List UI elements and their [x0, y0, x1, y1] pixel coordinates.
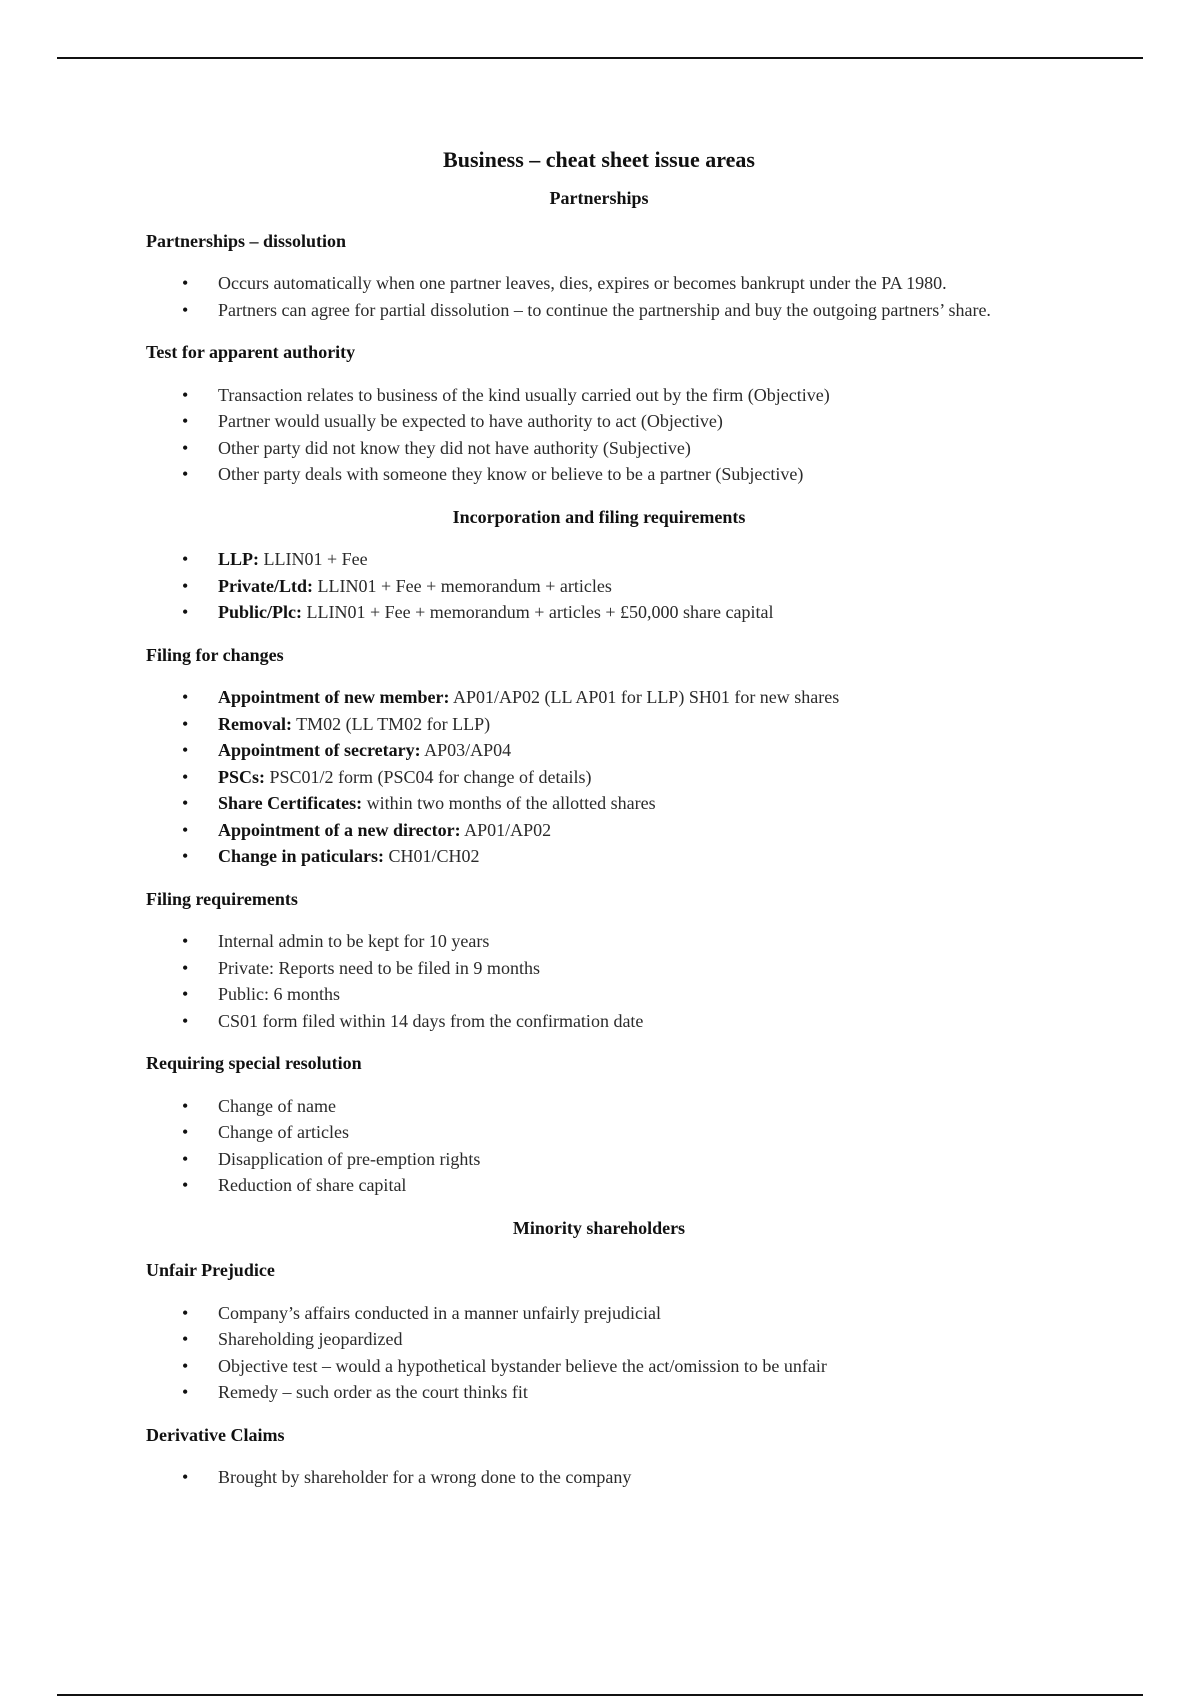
item-label: PSCs: [218, 766, 266, 787]
item-label: Appointment of secretary: [218, 740, 421, 760]
list-item: • Reduction of share capital [146, 1172, 1052, 1199]
section-title-partnerships: Partnerships [549, 188, 649, 208]
list-incorporation [146, 546, 1052, 626]
heading-filing-changes: Filing for changes [146, 644, 284, 665]
heading-derivative-claims: Derivative Claims [146, 1424, 285, 1445]
header-rule [57, 57, 1143, 59]
item-text: PSC01/2 form (PSC04 for change of details) [265, 766, 592, 787]
list-item: • Internal admin to be kept for 10 years [146, 928, 1052, 955]
document-body [146, 145, 1052, 1507]
item-text: LLIN01 + Fee + memorandum + articles [312, 575, 612, 596]
item-text: TM02 (LL TM02 for LLP) [291, 713, 491, 734]
list-item: • CS01 form filed within 14 days from the confirmation date [146, 1008, 1052, 1035]
list-special-resolution [146, 1093, 1052, 1199]
list-unfair-prejudice [146, 1300, 1052, 1406]
list-item [146, 573, 1052, 600]
item-label: Private/Ltd: [218, 575, 313, 596]
list-item: • Shareholding jeopardized [146, 1326, 1052, 1353]
list-item: • Objective test – would a hypothetical bystander believe the act/omission to be unfair [146, 1353, 1052, 1380]
list-item [146, 764, 1052, 791]
section-title-minority: Minority shareholders [512, 1217, 686, 1238]
list-item: • Partner would usually be expected to have authority to act (Objective) [146, 408, 1052, 435]
item-text: CH01/CH02 [384, 846, 480, 866]
item-text: LLIN01 + Fee + memorandum + articles + £50,000 share capital [302, 602, 774, 622]
list-item: • Private: Reports need to be filed in 9 months [146, 955, 1052, 982]
section-title-incorporation: Incorporation and filing requirements [452, 506, 746, 527]
list-item [146, 684, 1052, 711]
list-derivative-claims [146, 1464, 1052, 1491]
list-item: • Partners can agree for partial dissolution – to continue the partnership and buy the outgoing partners’ share. [146, 297, 1052, 324]
item-label: Change in paticulars: [218, 846, 385, 866]
list-item: • Brought by shareholder for a wrong done to the company [146, 1464, 1052, 1491]
list-partnerships-dissolution [146, 270, 1052, 323]
heading-partnerships-dissolution: Partnerships – dissolution [146, 230, 347, 251]
list-item: • Transaction relates to business of the kind usually carried out by the firm (Objective) [146, 382, 1052, 409]
list-item [146, 546, 1052, 573]
list-item [146, 737, 1052, 764]
list-item: • Company’s affairs conducted in a manner unfairly prejudicial [146, 1300, 1052, 1327]
footer-rule [57, 1694, 1143, 1696]
list-item [146, 599, 1052, 626]
heading-filing-requirements: Filing requirements [146, 888, 298, 909]
item-text: AP01/AP02 (LL AP01 for LLP) SH01 for new shares [449, 687, 840, 707]
item-label: Removal: [218, 713, 292, 734]
item-label: Appointment of a new director: [218, 819, 461, 840]
list-item [146, 843, 1052, 870]
list-item [146, 711, 1052, 738]
heading-unfair-prejudice: Unfair Prejudice [146, 1260, 275, 1280]
list-item: • Remedy – such order as the court thinks fit [146, 1379, 1052, 1406]
item-text: LLIN01 + Fee [259, 549, 368, 569]
document-title: Business – cheat sheet issue areas [443, 147, 755, 172]
list-item [146, 790, 1052, 817]
item-label: LLP: [218, 549, 260, 569]
list-item: • Other party did not know they did not have authority (Subjective) [146, 435, 1052, 462]
list-apparent-authority [146, 382, 1052, 488]
list-item: • Change of name [146, 1093, 1052, 1120]
list-item: • Occurs automatically when one partner leaves, dies, expires or becomes bankrupt under the PA 1980. [146, 270, 1052, 297]
item-text: AP01/AP02 [460, 819, 552, 840]
heading-apparent-authority: Test for apparent authority [146, 342, 356, 362]
list-item: • Change of articles [146, 1119, 1052, 1146]
list-item: • Public: 6 months [146, 981, 1052, 1008]
item-label: Public/Plc: [218, 602, 302, 622]
list-item: • Other party deals with someone they know or believe to be a partner (Subjective) [146, 461, 1052, 488]
item-text: AP03/AP04 [420, 740, 512, 760]
list-filing-changes [146, 684, 1052, 870]
list-filing-requirements [146, 928, 1052, 1034]
item-label: Share Certificates: [218, 793, 363, 813]
list-item: • Disapplication of pre-emption rights [146, 1146, 1052, 1173]
heading-special-resolution: Requiring special resolution [146, 1053, 362, 1073]
list-item [146, 817, 1052, 844]
item-label: Appointment of new member: [218, 687, 450, 707]
item-text: within two months of the allotted shares [362, 793, 656, 813]
